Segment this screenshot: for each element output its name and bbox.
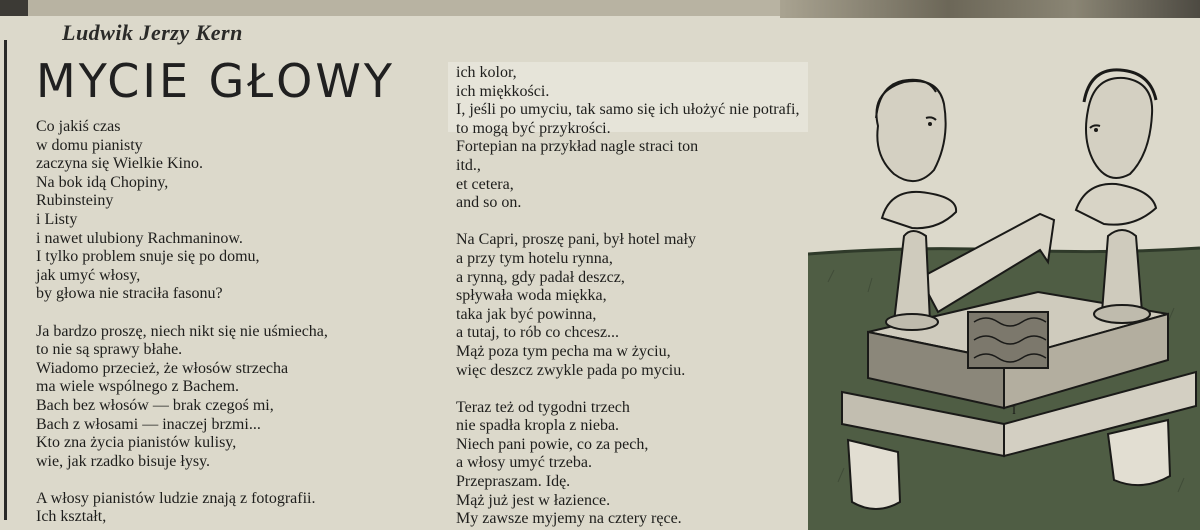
poem-line: Co jakiś czas bbox=[36, 118, 121, 135]
poem-line: Ich kształt, bbox=[36, 508, 107, 526]
poem-line: I tylko problem snuje się po domu, bbox=[36, 248, 260, 266]
poem-line: Niech pani powie, co za pech, bbox=[456, 435, 649, 453]
corner-mark bbox=[0, 0, 28, 16]
poem-line: a rynną, gdy padał deszcz, bbox=[456, 268, 625, 286]
poem-line: Wiadomo przecież, że włosów strzecha bbox=[36, 359, 289, 377]
poem-line: Fortepian na przykład nagle straci ton bbox=[456, 138, 699, 156]
poem-line: nie spadła kropla z nieba. bbox=[456, 417, 620, 435]
svg-text:I: I bbox=[1012, 403, 1016, 417]
poem-line: itd., bbox=[456, 156, 481, 174]
poem-line: et cetera, bbox=[456, 175, 514, 193]
poem-line: Przepraszam. Idę. bbox=[456, 473, 571, 491]
poem-line: więc deszcz zwykle pada po myciu. bbox=[456, 361, 686, 379]
poem-line: Na bok idą Chopiny, bbox=[36, 173, 169, 191]
column-rule bbox=[4, 40, 7, 520]
poem-line: to mogą być przykrości. bbox=[456, 119, 611, 137]
poem-line: I, jeśli po umyciu, tak samo się ich ułożyć nie potrafi, bbox=[456, 101, 800, 119]
poem-column-left bbox=[36, 118, 328, 527]
poem-line: i Listy bbox=[36, 210, 78, 228]
poem-line: Bach z włosami — inaczej brzmi... bbox=[36, 415, 261, 433]
poem-line: Mąż poza tym pecha ma w życiu, bbox=[456, 342, 671, 360]
poem-line: Bach bez włosów — brak czegoś mi, bbox=[36, 396, 274, 414]
adjacent-page-fragment bbox=[780, 0, 1200, 18]
poem-line: ma wiele wspólnego z Bachem. bbox=[36, 378, 240, 396]
poem-line: and so on. bbox=[456, 194, 522, 212]
poem-column-right bbox=[456, 64, 799, 529]
poem-line: to nie są sprawy błahe. bbox=[36, 341, 183, 359]
poem-line: Na Capri, proszę pani, był hotel mały bbox=[456, 231, 696, 249]
poem-line: Ja bardzo proszę, niech nikt się nie uśmiecha, bbox=[36, 322, 328, 340]
poem-line: w domu pianisty bbox=[36, 136, 143, 154]
poem-line: My zawsze myjemy na cztery ręce. bbox=[456, 510, 682, 528]
poem-line: A włosy pianistów ludzie znają z fotografii. bbox=[36, 489, 316, 507]
poem-line: Rubinsteiny bbox=[36, 192, 114, 210]
clipping-top-edge bbox=[0, 0, 1200, 16]
poem-line: i nawet ulubiony Rachmaninow. bbox=[36, 229, 243, 247]
poem-line: Kto zna życia pianistów kulisy, bbox=[36, 434, 237, 452]
poem-line: a przy tym hotelu rynna, bbox=[456, 249, 613, 267]
stanza-gap bbox=[36, 304, 328, 323]
article-title: MYCIE GŁOWY bbox=[36, 54, 395, 108]
stanza-gap bbox=[456, 380, 799, 399]
poem-line: a włosy umyć trzeba. bbox=[456, 454, 592, 472]
piano-busts-drawing bbox=[808, 22, 1200, 530]
author-name: Ludwik Jerzy Kern bbox=[62, 20, 243, 45]
poem-line: jak umyć włosy, bbox=[36, 266, 141, 284]
poem-line: spływała woda miękka, bbox=[456, 287, 607, 305]
stanza-gap bbox=[456, 213, 799, 232]
poem-line: ich kolor, bbox=[456, 64, 517, 81]
poem-line: Mąż już jest w łazience. bbox=[456, 491, 611, 509]
piano-illustration bbox=[808, 22, 1200, 530]
poem-line: a tutaj, to rób co chcesz... bbox=[456, 324, 620, 342]
poem-line: wie, jak rzadko bisuje łysy. bbox=[36, 452, 211, 470]
poem-line: zaczyna się Wielkie Kino. bbox=[36, 155, 203, 173]
poem-line: taka jak być powinna, bbox=[456, 305, 597, 323]
stanza-gap bbox=[36, 471, 328, 490]
poem-line: ich miękkości. bbox=[456, 82, 550, 100]
poem-line: Teraz też od tygodni trzech bbox=[456, 398, 630, 416]
poem-line: by głowa nie straciła fasonu? bbox=[36, 285, 223, 303]
